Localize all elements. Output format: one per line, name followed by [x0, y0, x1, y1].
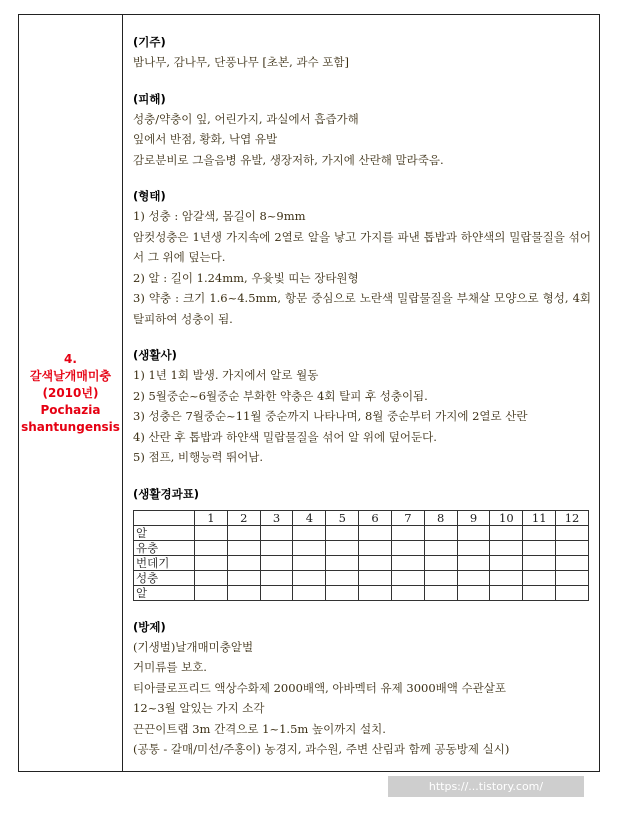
- table-row: [134, 525, 589, 540]
- table-cell: [293, 585, 326, 600]
- table-cell: [457, 525, 490, 540]
- table-cell: [391, 525, 424, 540]
- damage-line: 성충/약충이 잎, 어린가지, 과실에서 흡즙가해: [133, 111, 359, 126]
- month-header: 12: [556, 510, 589, 525]
- life-history-line: 2) 5월중순~6월중순 부화한 약충은 4회 탈피 후 성충이됨.: [133, 388, 428, 403]
- table-cell: [556, 540, 589, 555]
- morphology-line: 3) 약충 : 크기 1.6~4.5mm, 항문 중심으로 노란색 밀랍물질을 부채살 모양으로 형성, 4회 탈피하여 성충이 됨.: [133, 291, 591, 326]
- table-cell: [359, 525, 392, 540]
- morphology-line: 암컷성충은 1년생 가지속에 2열로 알을 낳고 가지를 파낸 톱밥과 하얀색의 밀랍물질을 섞어서 그 위에 덮는다.: [133, 229, 591, 264]
- life-history-line: 4) 산란 후 톱밥과 하얀색 밀랍물질을 섞어 알 위에 덮어둔다.: [133, 429, 437, 444]
- table-cell: [195, 555, 228, 570]
- table-row: [134, 555, 589, 570]
- month-header: 1: [195, 510, 228, 525]
- table-cell: [424, 540, 457, 555]
- table-cell: [359, 540, 392, 555]
- species-scientific-name-2: shantungensis: [21, 419, 120, 434]
- life-history-line: 5) 점프, 비행능력 뛰어남.: [133, 450, 264, 464]
- table-cell: [195, 570, 228, 585]
- table-cell: [490, 540, 523, 555]
- table-cell: [260, 555, 293, 570]
- table-cell: [490, 570, 523, 585]
- table-row: [134, 585, 589, 600]
- control-line: 티아클로프리드 액상수화제 2000배액, 아바멕터 유제 3000배액 수관살포: [133, 680, 506, 695]
- table-cell: [260, 525, 293, 540]
- table-cell: [326, 585, 359, 600]
- table-cell: [391, 585, 424, 600]
- life-history-heading: (생활사): [133, 348, 177, 362]
- table-cell: [523, 525, 556, 540]
- table-cell: [490, 555, 523, 570]
- table-cell: [556, 585, 589, 600]
- watermark: https://...tistory.com/: [388, 776, 584, 797]
- table-cell: [227, 585, 260, 600]
- control-line: 끈끈이트랩 3m 간격으로 1~1.5m 높이까지 설치.: [133, 721, 386, 736]
- table-cell: [326, 555, 359, 570]
- table-cell: [293, 570, 326, 585]
- month-header: 8: [424, 510, 457, 525]
- stage-label: 성충: [134, 570, 195, 585]
- table-cell: [424, 570, 457, 585]
- details-column: [123, 15, 599, 771]
- table-cell: [424, 555, 457, 570]
- table-cell: [490, 525, 523, 540]
- life-history-section: [133, 345, 591, 468]
- table-cell: [227, 525, 260, 540]
- table-cell: [457, 585, 490, 600]
- life-cycle-table: [133, 510, 589, 601]
- table-cell: [523, 570, 556, 585]
- control-section: [133, 617, 591, 760]
- control-line: (공통 - 갈매/미선/주홍이) 농경지, 과수원, 주변 산림과 함께 공동방제 실시): [133, 742, 510, 756]
- damage-line: 잎에서 반점, 황화, 낙엽 유발: [133, 132, 278, 146]
- morphology-section: [133, 186, 591, 329]
- morphology-line: 1) 성충 : 암갈색, 몸길이 8~9mm: [133, 209, 306, 223]
- table-cell: [556, 570, 589, 585]
- table-cell: [556, 525, 589, 540]
- life-table-section: [133, 484, 591, 601]
- table-cell: [523, 540, 556, 555]
- month-header: 10: [490, 510, 523, 525]
- stage-label: 알: [134, 525, 195, 540]
- month-header: 6: [359, 510, 392, 525]
- table-cell: [260, 585, 293, 600]
- life-history-line: 3) 성충은 7월중순~11월 중순까지 나타나며, 8월 중순부터 가지에 2열로 산란: [133, 409, 528, 423]
- control-line: 거미류를 보호.: [133, 660, 207, 674]
- species-year: (2010년): [42, 385, 99, 400]
- species-scientific-name-1: Pochazia: [40, 402, 101, 417]
- month-header: 9: [457, 510, 490, 525]
- table-cell: [490, 585, 523, 600]
- table-cell: [195, 525, 228, 540]
- host-line: 밤나무, 감나무, 단풍나무 [초본, 과수 포함]: [133, 55, 349, 69]
- month-header: 7: [391, 510, 424, 525]
- table-cell: [195, 540, 228, 555]
- table-cell: [391, 570, 424, 585]
- table-cell: [359, 585, 392, 600]
- month-header: 2: [227, 510, 260, 525]
- table-cell: [227, 555, 260, 570]
- table-cell: [523, 585, 556, 600]
- table-header-row: [134, 510, 589, 525]
- table-cell: [457, 555, 490, 570]
- damage-heading: (피해): [133, 91, 166, 106]
- table-cell: [523, 555, 556, 570]
- table-cell: [457, 540, 490, 555]
- morphology-line: 2) 알 : 길이 1.24mm, 우윳빛 띠는 장타원형: [133, 270, 359, 285]
- table-cell: [227, 540, 260, 555]
- control-line: 12~3월 알있는 가지 소각: [133, 701, 265, 715]
- species-column: [19, 15, 123, 771]
- table-cell: [359, 555, 392, 570]
- table-row: [134, 540, 589, 555]
- life-table-heading: (생활경과표): [133, 486, 200, 501]
- table-cell: [424, 525, 457, 540]
- stage-label: 번데기: [134, 555, 195, 570]
- stage-label: 알: [134, 585, 195, 600]
- month-header: 4: [293, 510, 326, 525]
- stage-label: 유충: [134, 540, 195, 555]
- control-line: (기생벌)날개매미충알벌: [133, 639, 254, 654]
- life-history-line: 1) 1년 1회 발생. 가지에서 알로 월동: [133, 368, 319, 382]
- month-header: 11: [523, 510, 556, 525]
- table-cell: [359, 570, 392, 585]
- species-number: 4.: [64, 351, 77, 366]
- control-heading: (방제): [133, 619, 166, 634]
- table-cell: [195, 585, 228, 600]
- table-row: [134, 570, 589, 585]
- species-korean-name: 갈색날개매미충: [29, 368, 112, 383]
- month-header: 3: [260, 510, 293, 525]
- month-header: 5: [326, 510, 359, 525]
- table-cell: [293, 540, 326, 555]
- host-section: [133, 32, 591, 73]
- host-heading: (기주): [133, 35, 166, 49]
- table-cell: [391, 555, 424, 570]
- table-cell: [260, 540, 293, 555]
- table-cell: [326, 540, 359, 555]
- damage-line: 감로분비로 그을음병 유발, 생장저하, 가지에 산란해 말라죽음.: [133, 152, 444, 167]
- table-cell: [556, 555, 589, 570]
- table-cell: [260, 570, 293, 585]
- table-cell: [227, 570, 260, 585]
- table-cell: [326, 525, 359, 540]
- table-cell: [391, 540, 424, 555]
- table-cell: [457, 570, 490, 585]
- damage-section: [133, 89, 591, 171]
- table-cell: [293, 555, 326, 570]
- document-frame: [18, 14, 600, 772]
- table-cell: [424, 585, 457, 600]
- morphology-heading: (형태): [133, 189, 166, 203]
- table-corner-cell: [134, 510, 195, 525]
- table-cell: [293, 525, 326, 540]
- species-cell: [21, 351, 120, 436]
- table-cell: [326, 570, 359, 585]
